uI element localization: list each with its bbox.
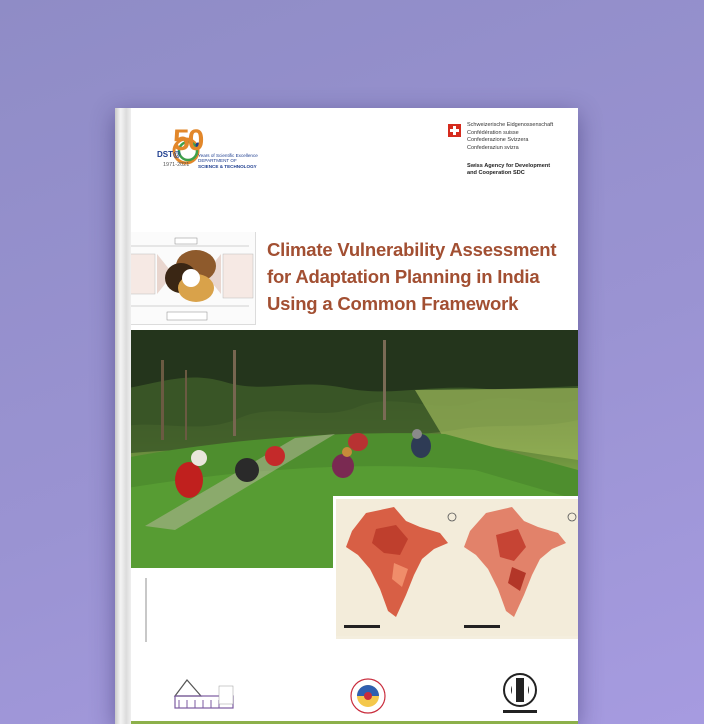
divider-bar bbox=[145, 578, 147, 642]
dst-brand: DST@ bbox=[157, 150, 181, 159]
swiss-confederation-text: Schweizerische Eidgenossenschaft Confédération suisse Confederazione Svizzera Confederaziun svizra bbox=[467, 122, 554, 151]
partner-logos bbox=[115, 656, 578, 724]
dst-department: Years of Scientific Excellence DEPARTMENT OF SCIENCE & TECHNOLOGY bbox=[198, 153, 258, 169]
framework-diagram bbox=[123, 232, 256, 325]
india-maps bbox=[333, 496, 578, 639]
iit-mandi-logo bbox=[175, 680, 233, 708]
swiss-flag-icon bbox=[448, 124, 461, 137]
title-line-1: Climate Vulnerability Assessment bbox=[267, 239, 557, 260]
report-title bbox=[267, 236, 567, 317]
dst-years: 1971-2021 bbox=[163, 162, 190, 168]
dst-50-logo bbox=[155, 124, 258, 172]
title-line-2: for Adaptation Planning in India bbox=[267, 266, 540, 287]
book-spine bbox=[115, 108, 131, 724]
title-line-3: Using a Common Framework bbox=[267, 293, 519, 314]
swiss-agency-name: Swiss Agency for Development and Cooperation SDC bbox=[467, 163, 551, 176]
emblem-logo bbox=[503, 674, 537, 713]
iisc-logo bbox=[351, 679, 385, 713]
report-cover bbox=[115, 108, 578, 724]
dst-50-number: 50 bbox=[173, 124, 203, 157]
